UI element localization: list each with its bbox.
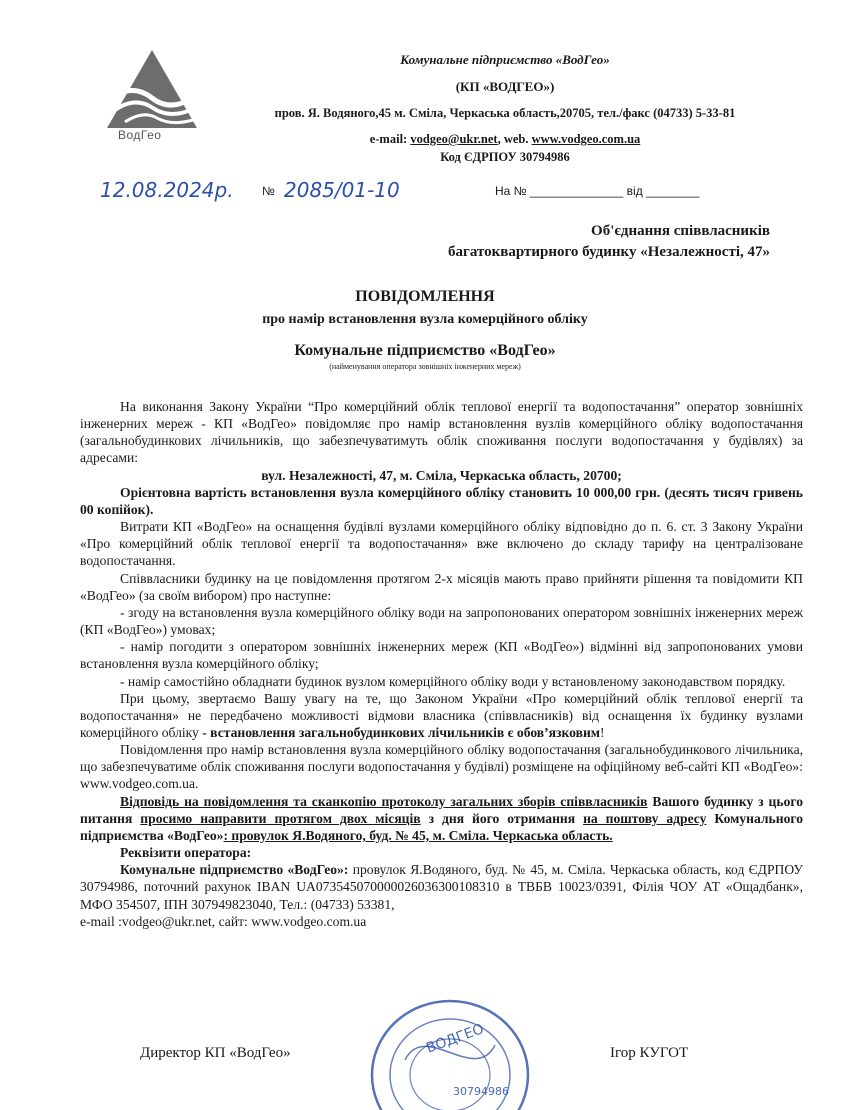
- web-link[interactable]: www.vodgeo.com.ua: [531, 132, 641, 146]
- operator-name: Комунальне підприємство «ВодГео»: [294, 342, 556, 359]
- option-negotiate: - намір погодити з оператором зовнішніх інженерних мереж (КП «ВодГео») відмінні від запропонованих умови встановлення вузла комерційного обліку;: [80, 639, 803, 672]
- signature-position: Директор КП «ВодГео»: [140, 1045, 291, 1061]
- org-name: Комунальне підприємство «ВодГео»: [400, 52, 610, 67]
- handwritten-date: 12.08.2024р.: [100, 178, 234, 202]
- building-address: вул. Незалежності, 47, м. Сміла, Черкаська область, 20700;: [261, 467, 622, 483]
- org-address: пров. Я. Водяного,45 м. Сміла, Черкаська область,20705, тел./факс (04733) 5-33-81: [274, 106, 736, 120]
- stamp-code: 30794986: [453, 1085, 509, 1098]
- paragraph-expenses: Витрати КП «ВодГео» на оснащення будівлі вузлами комерційного обліку відповідно до п. 6. ст. 3 Закону України «Про комерційний облік теплової енергії та водопостачання» вже включено до складу тарифу на централізоване водопостачання.: [80, 519, 803, 569]
- paragraph-reply: Відповідь на повідомлення та сканкопію протоколу загальних зборів співвласників Вашого будинку з цього питання просимо направити протягом двох місяців з дня його отримання на поштову адресу Комунального підприємства «ВодГео»: провулок Я.Водяного, буд. № 45, м. Сміла. Черкаська область.: [80, 793, 803, 843]
- incoming-reference: На № ______________ від ________: [495, 184, 700, 198]
- paragraph-law: На виконання Закону України “Про комерційний облік теплової енергії та водопостачання” оператор зовнішніх інженерних мереж - КП «ВодГео» повідомляє про намір встановлення вузлів комерційного обліку водопостачання (загальнобудинкових лічильників, що забезпечуватимуть облік споживання послуги водопостачання у будівлях) за адресами:: [80, 399, 803, 466]
- option-agree: - згоду на встановлення вузла комерційного обліку води на запропонованих оператором зовнішніх інженерних мереж (КП «ВодГео») умовах;: [80, 604, 803, 638]
- addressee-line2: багатоквартирного будинку «Незалежності, 47»: [448, 244, 770, 260]
- handwritten-number: 2085/01-10: [284, 178, 400, 202]
- addressee-line1: Об'єднання співвласників: [591, 223, 770, 239]
- edrpou-code: Код ЄДРПОУ 30794986: [440, 150, 570, 164]
- stamp-center-text: ВОДГЕО: [424, 1021, 487, 1057]
- operator-note: (найменування оператора зовнішніх інженерних мереж): [329, 362, 521, 371]
- requisites-contacts: e-mail :vodgeo@ukr.net, сайт: www.vodgeo.com.ua: [80, 913, 367, 929]
- logo-text: ВодГео: [118, 128, 162, 142]
- number-label: №: [262, 184, 275, 198]
- requisites: Комунальне підприємство «ВодГео»: провулок Я.Водяного, буд. № 45, м. Сміла. Черкаська область, код ЄДРПОУ 30794986, поточний рахунок IBAN UA073545070000026036300108310 в ТВБВ 10023/0391, Філія ЧОУ АТ «Ощадбанк», МФО 354507, ІПН 307949823040, Тел.: (04733) 53381,: [80, 862, 804, 912]
- signature-name: Ігор КУГОТ: [610, 1045, 689, 1061]
- paragraph-cost: Орієнтовна вартість встановлення вузла комерційного обліку становить 10 000,00 грн. (десять тисяч гривень 00 копійок).: [80, 484, 803, 517]
- paragraph-rights: Співвласники будинку на це повідомлення протягом 2-х місяців мають право прийняти рішення та повідомити КП «ВодГео» (за своїм вибором) про наступне:: [80, 570, 803, 603]
- web-label: web.: [503, 132, 529, 146]
- document-subtitle: про намір встановлення вузла комерційного обліку: [262, 312, 588, 327]
- email-link[interactable]: vodgeo@ukr.net: [410, 132, 498, 146]
- document-title: ПОВІДОМЛЕННЯ: [355, 288, 495, 305]
- letter-body: [80, 398, 803, 930]
- paragraph-mandatory: При цьому, звертаємо Вашу увагу на те, що Законом України «Про комерційний облік теплової енергії та водопостачання» не передбачено можливості відмови власника (співвласників) від оснащення їх будинку вузлами комерційного обліку - встановлення загальнобудинкових лічильників є обов’язковим!: [80, 690, 803, 740]
- org-short: (КП «ВОДГЕО»): [455, 79, 555, 94]
- paragraph-website: Повідомлення про намір встановлення вузла комерційного обліку водопостачання (загальнобудинкового лічильника, що забезпечуватиме облік споживання послуги водопостачання у будівлі) розміщене на офіційному веб-сайті КП «ВодГео»: www.vodgeo.com.ua.: [80, 742, 803, 792]
- official-stamp-icon: [365, 990, 535, 1110]
- option-self-install: - намір самостійно обладнати будинок вузлом комерційного обліку води у встановленому законодавством порядку.: [120, 673, 786, 689]
- requisites-title: Реквізити оператора:: [120, 845, 252, 861]
- contacts-line: e-mail: vodgeo@ukr.net, web. www.vodgeo.com.ua: [369, 132, 641, 146]
- addressee: [448, 221, 770, 263]
- email-label: e-mail:: [369, 132, 408, 146]
